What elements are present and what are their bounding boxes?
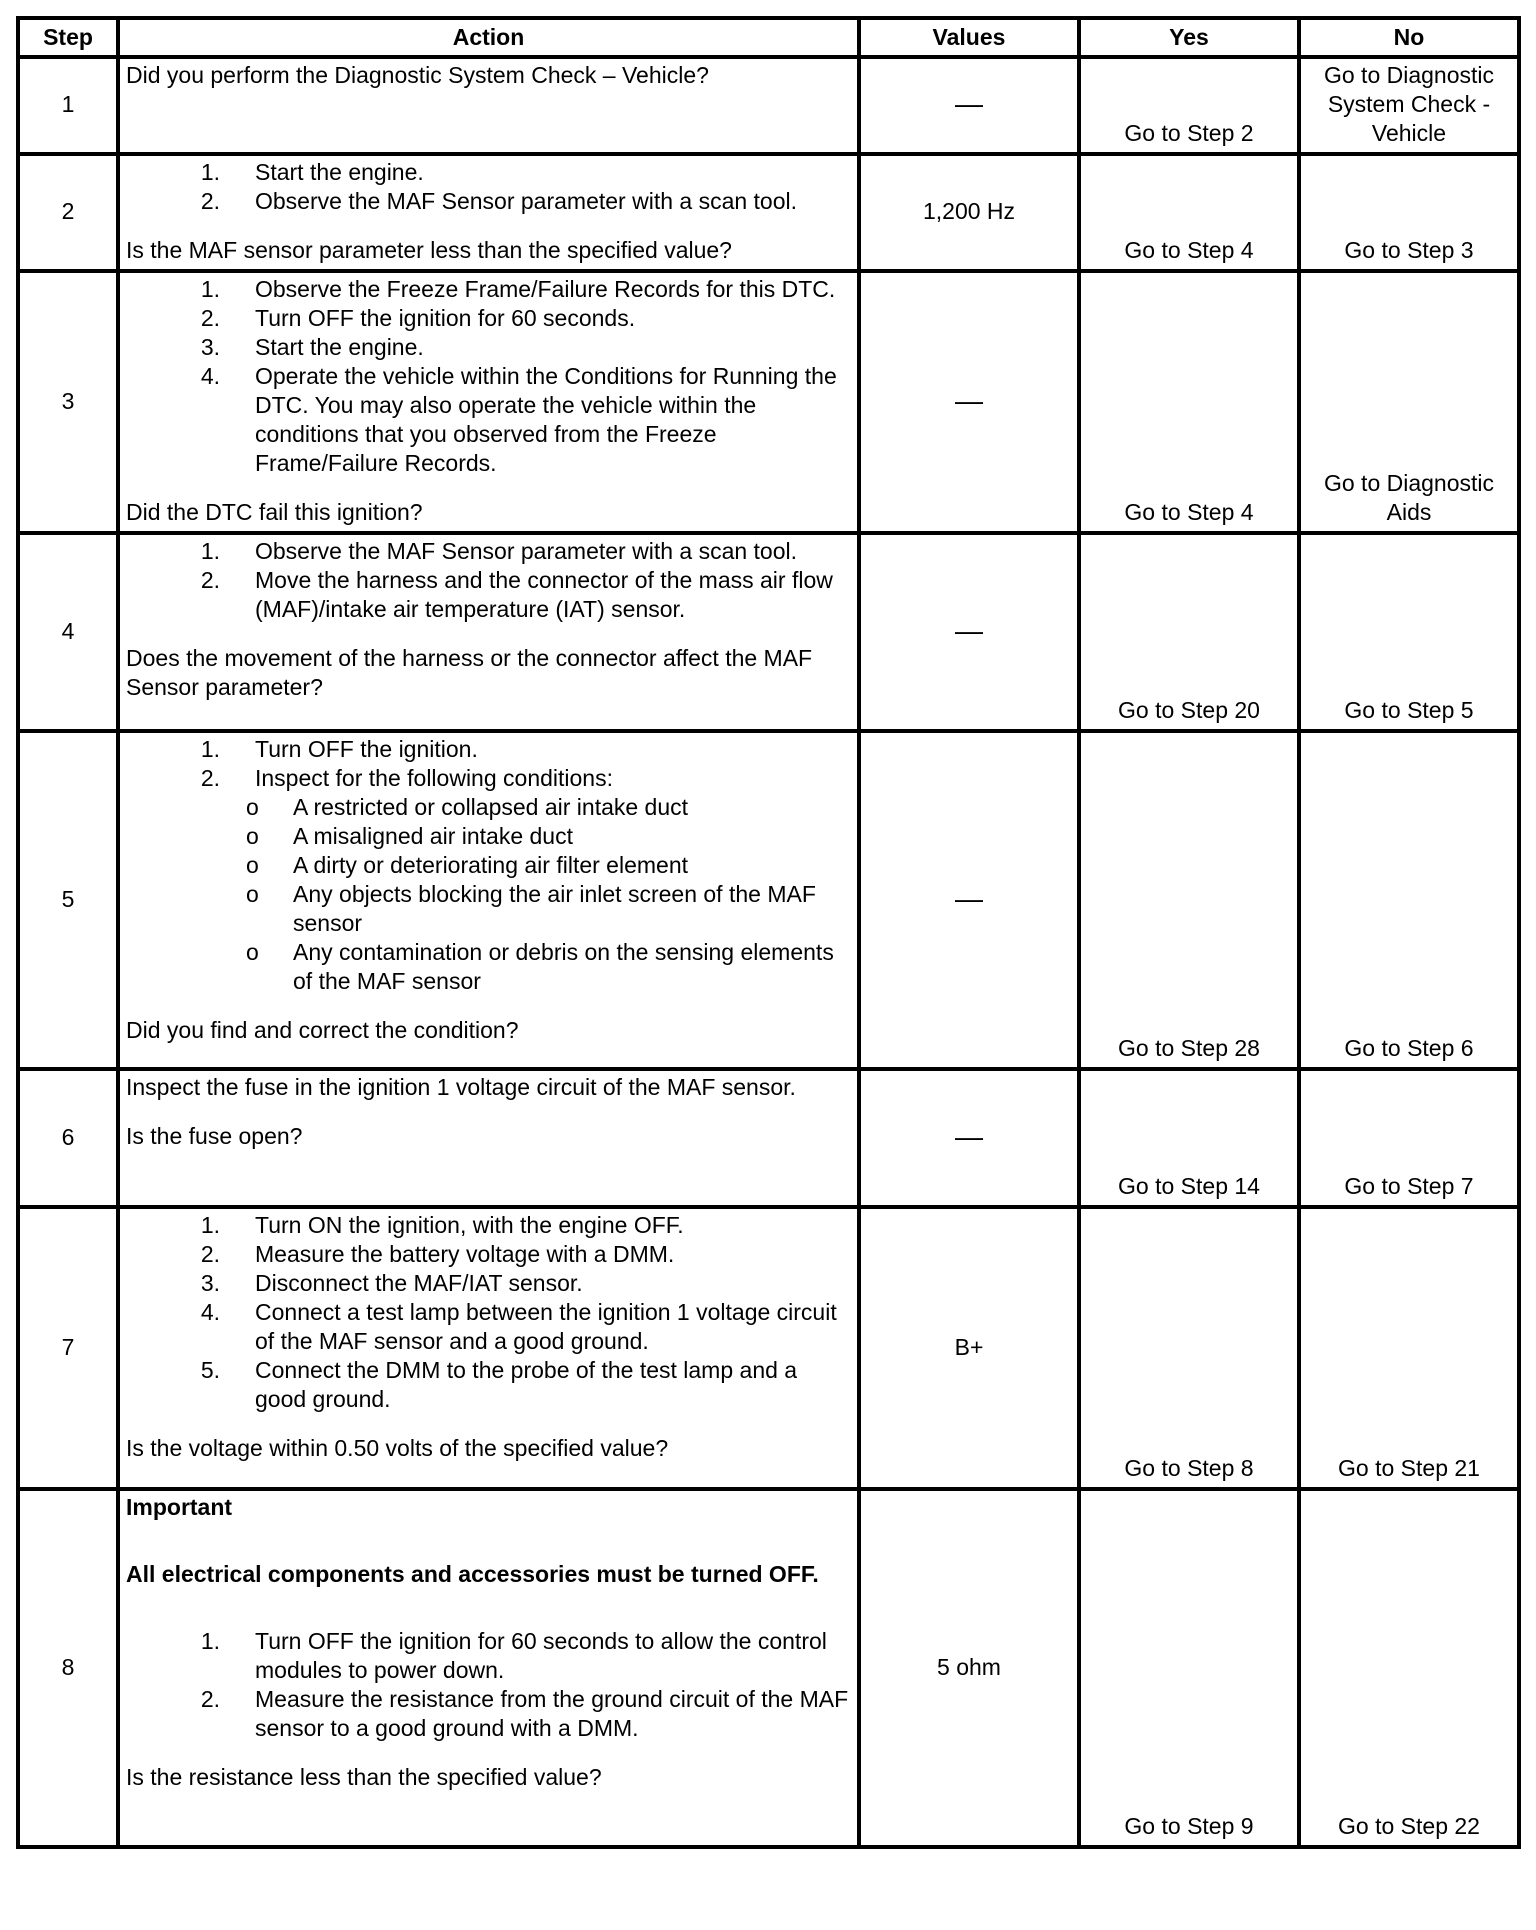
list-item: o Any contamination or debris on the sensing elements of the MAF sensor bbox=[246, 939, 834, 994]
action-cell bbox=[118, 1069, 859, 1207]
list-item: o A dirty or deteriorating air filter element bbox=[246, 852, 689, 878]
yes-cell: Go to Step 14 bbox=[1079, 1069, 1299, 1207]
list-item: 1. Turn OFF the ignition for 60 seconds to allow the control modules to power down. bbox=[200, 1628, 827, 1683]
header-row bbox=[18, 18, 1519, 57]
value-cell bbox=[859, 154, 1079, 271]
no-cell: Go to Step 21 bbox=[1299, 1207, 1519, 1489]
action-steps bbox=[126, 735, 851, 793]
table-row bbox=[18, 533, 1519, 731]
value-cell bbox=[859, 533, 1079, 731]
list-item: 1. Observe the MAF Sensor parameter with a scan tool. bbox=[200, 538, 798, 564]
action-cell bbox=[118, 271, 859, 533]
bullet-icon: o bbox=[246, 881, 259, 907]
step-number: 8 bbox=[18, 1489, 118, 1847]
yes-cell: Go to Step 9 bbox=[1079, 1489, 1299, 1847]
no-cell: Go to Step 5 bbox=[1299, 533, 1519, 731]
step-number: 5 bbox=[18, 731, 118, 1069]
action-steps bbox=[126, 275, 851, 478]
list-item: 1. Observe the Freeze Frame/Failure Records for this DTC. bbox=[200, 276, 836, 302]
table-row bbox=[18, 1489, 1519, 1847]
header-yes: Yes bbox=[1079, 18, 1299, 57]
step-number: 6 bbox=[18, 1069, 118, 1207]
header-no: No bbox=[1299, 18, 1519, 57]
value-cell bbox=[859, 1069, 1079, 1207]
list-item: 2. Move the harness and the connector of the mass air flow (MAF)/intake air temperature (IAT) sensor. bbox=[200, 567, 833, 622]
no-cell: Go to Diagnostic System Check - Vehicle bbox=[1299, 57, 1519, 154]
action-question: Is the voltage within 0.50 volts of the specified value? bbox=[126, 1435, 669, 1461]
list-item: 2. Turn OFF the ignition for 60 seconds. bbox=[200, 305, 636, 331]
list-item: 1. Start the engine. bbox=[200, 159, 424, 185]
bullet-icon: o bbox=[246, 794, 259, 820]
list-item: 3. Disconnect the MAF/IAT sensor. bbox=[200, 1270, 583, 1296]
list-item: 4. Connect a test lamp between the ignition 1 voltage circuit of the MAF sensor and a good ground. bbox=[200, 1299, 837, 1354]
value-cell bbox=[859, 1489, 1079, 1847]
bullet-icon: o bbox=[246, 823, 259, 849]
step-number: 2 bbox=[18, 154, 118, 271]
list-item: 2. Measure the battery voltage with a DMM. bbox=[200, 1241, 675, 1267]
action-steps bbox=[126, 158, 851, 216]
action-cell bbox=[118, 154, 859, 271]
table-row bbox=[18, 57, 1519, 154]
list-item: 2. Observe the MAF Sensor parameter with a scan tool. bbox=[200, 188, 798, 214]
yes-cell: Go to Step 28 bbox=[1079, 731, 1299, 1069]
value-cell bbox=[859, 731, 1079, 1069]
value-text: 1,200 Hz bbox=[922, 198, 1016, 224]
action-cell bbox=[118, 57, 859, 154]
value-text: — bbox=[955, 384, 983, 416]
action-intro: Inspect the fuse in the ignition 1 voltage circuit of the MAF sensor. bbox=[126, 1074, 796, 1100]
no-cell: Go to Step 7 bbox=[1299, 1069, 1519, 1207]
action-question: Does the movement of the harness or the connector affect the MAF Sensor parameter? bbox=[126, 645, 813, 700]
bullet-icon: o bbox=[246, 939, 259, 965]
list-item: 5. Connect the DMM to the probe of the test lamp and a good ground. bbox=[200, 1357, 798, 1412]
list-item: 2. Measure the resistance from the ground circuit of the MAF sensor to a good ground with a DMM. bbox=[200, 1686, 849, 1741]
step-number: 1 bbox=[18, 57, 118, 154]
no-cell: Go to Step 22 bbox=[1299, 1489, 1519, 1847]
action-cell bbox=[118, 533, 859, 731]
list-item: 2. Inspect for the following conditions: bbox=[200, 765, 613, 791]
action-intro: Did you perform the Diagnostic System Check – Vehicle? bbox=[126, 62, 709, 88]
yes-cell: Go to Step 4 bbox=[1079, 271, 1299, 533]
action-steps bbox=[126, 1211, 851, 1414]
action-question: Did the DTC fail this ignition? bbox=[126, 499, 423, 525]
header-action: Action bbox=[118, 18, 859, 57]
yes-cell: Go to Step 4 bbox=[1079, 154, 1299, 271]
action-question: Is the resistance less than the specified value? bbox=[126, 1764, 602, 1790]
action-cell bbox=[118, 731, 859, 1069]
yes-cell: Go to Step 2 bbox=[1079, 57, 1299, 154]
important-text: All electrical components and accessories must be turned OFF. bbox=[126, 1561, 819, 1587]
header-step: Step bbox=[18, 18, 118, 57]
table-row bbox=[18, 1207, 1519, 1489]
list-item: 1. Turn ON the ignition, with the engine OFF. bbox=[200, 1212, 684, 1238]
value-text: B+ bbox=[954, 1333, 984, 1360]
no-cell: Go to Step 3 bbox=[1299, 154, 1519, 271]
table-row bbox=[18, 271, 1519, 533]
action-question: Is the fuse open? bbox=[126, 1123, 303, 1149]
condition-list bbox=[126, 793, 851, 996]
list-item: 1. Turn OFF the ignition. bbox=[200, 736, 478, 762]
action-steps bbox=[126, 537, 851, 624]
table-row bbox=[18, 1069, 1519, 1207]
header-values: Values bbox=[859, 18, 1079, 57]
action-cell bbox=[118, 1207, 859, 1489]
table-row bbox=[18, 731, 1519, 1069]
bullet-icon: o bbox=[246, 852, 259, 878]
value-text: — bbox=[955, 614, 983, 646]
value-text: — bbox=[955, 882, 983, 914]
yes-cell: Go to Step 20 bbox=[1079, 533, 1299, 731]
step-number: 7 bbox=[18, 1207, 118, 1489]
list-item: o A misaligned air intake duct bbox=[246, 823, 573, 849]
value-text: 5 ohm bbox=[937, 1653, 1001, 1680]
list-item: 4. Operate the vehicle within the Conditions for Running the DTC. You may also operate the vehicle within the conditions that you observed from the Freeze Frame/Failure Records. bbox=[200, 363, 837, 476]
value-text: — bbox=[955, 88, 983, 119]
action-question: Is the MAF sensor parameter less than the specified value? bbox=[126, 237, 732, 263]
action-steps bbox=[126, 1627, 851, 1743]
important-title: Important bbox=[126, 1494, 233, 1520]
action-question: Did you find and correct the condition? bbox=[126, 1017, 519, 1043]
value-cell bbox=[859, 1207, 1079, 1489]
no-cell: Go to Diagnostic Aids bbox=[1299, 271, 1519, 533]
table-row bbox=[18, 154, 1519, 271]
value-text: — bbox=[955, 1120, 983, 1152]
value-cell bbox=[859, 271, 1079, 533]
yes-cell: Go to Step 8 bbox=[1079, 1207, 1299, 1489]
action-cell bbox=[118, 1489, 859, 1847]
list-item: 3. Start the engine. bbox=[200, 334, 424, 360]
diagnostic-table bbox=[16, 16, 1521, 1849]
list-item: o Any objects blocking the air inlet screen of the MAF sensor bbox=[246, 881, 816, 936]
value-cell bbox=[859, 57, 1079, 154]
list-item: o A restricted or collapsed air intake duct bbox=[246, 794, 689, 820]
step-number: 4 bbox=[18, 533, 118, 731]
no-cell: Go to Step 6 bbox=[1299, 731, 1519, 1069]
step-number: 3 bbox=[18, 271, 118, 533]
